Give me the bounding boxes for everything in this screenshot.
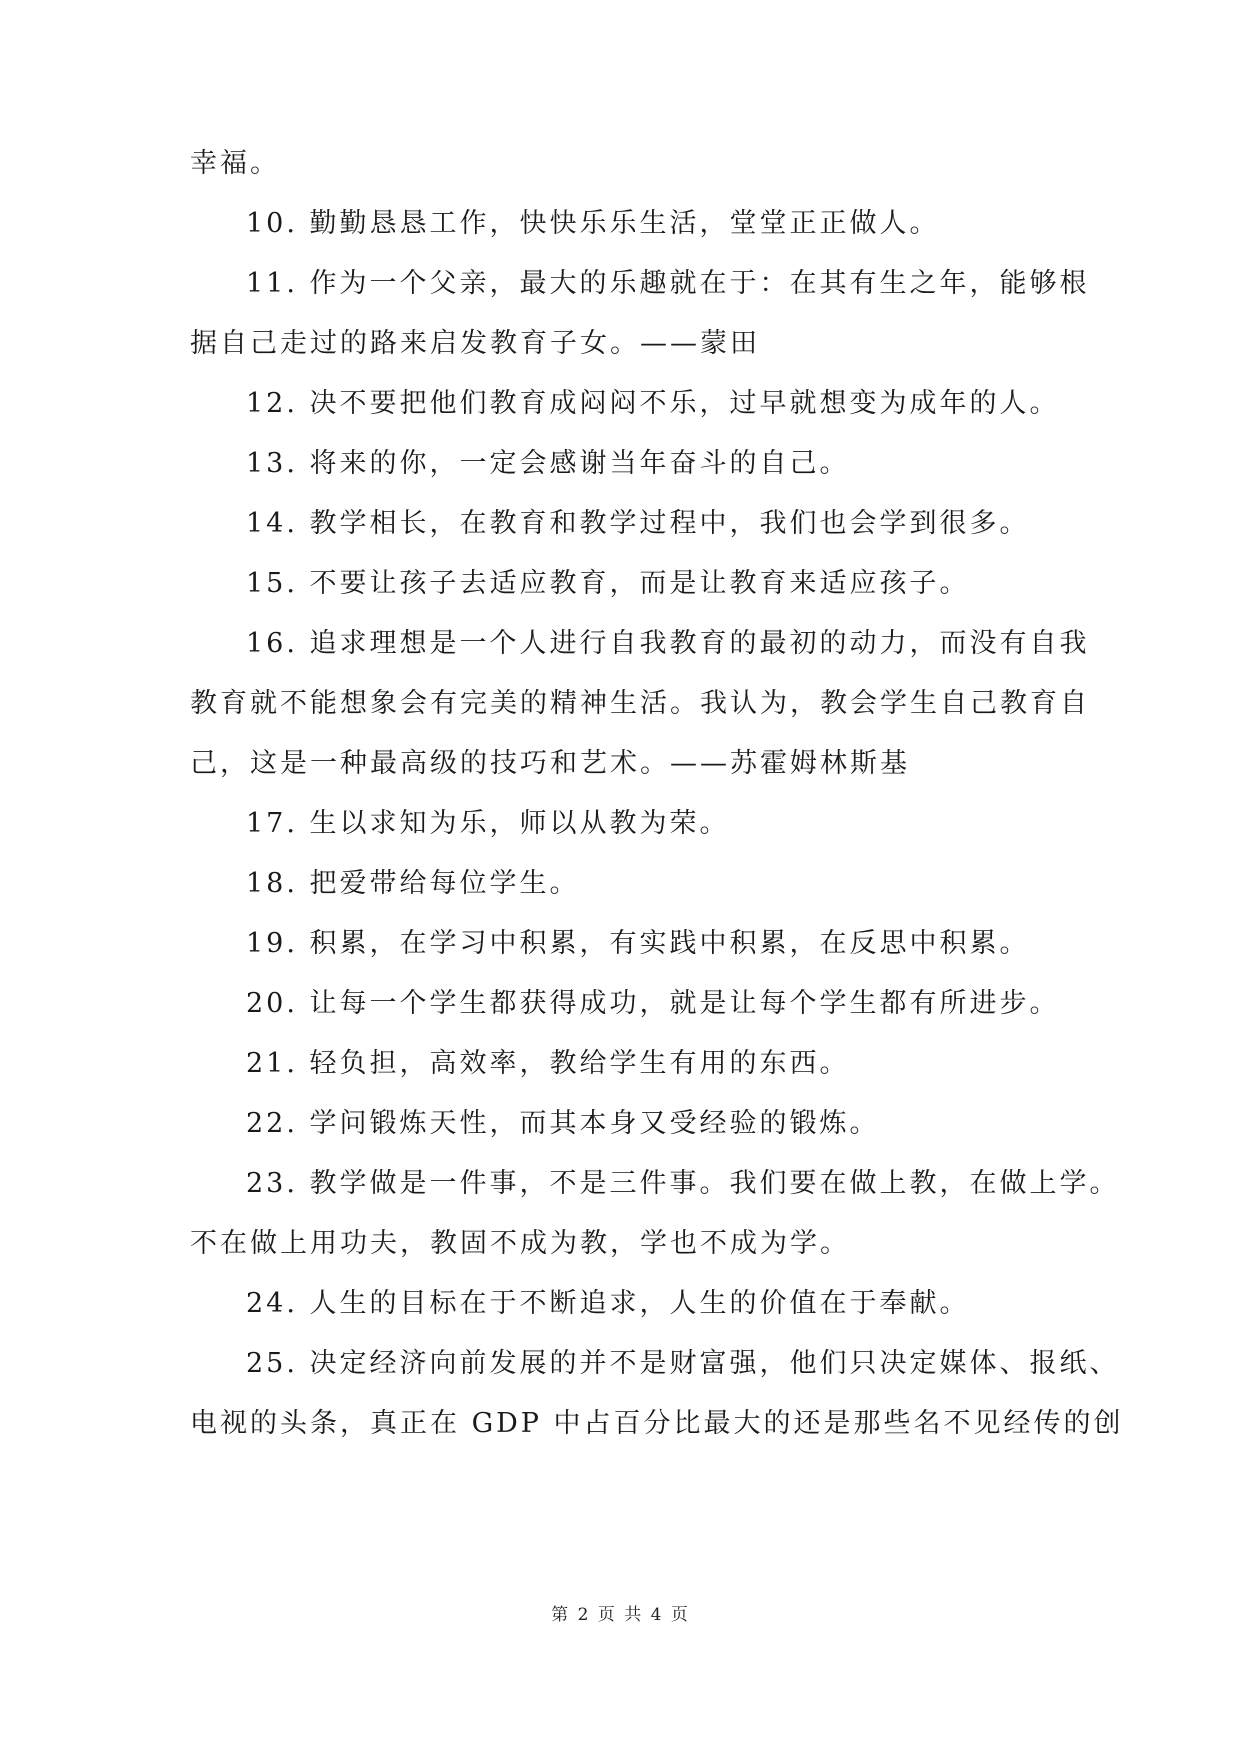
text-line: 教育就不能想象会有完美的精神生活。我认为，教会学生自己教育自 — [190, 688, 1090, 719]
text-line: 据自己走过的路来启发教育子女。——蒙田 — [190, 328, 760, 359]
text-line: 19. 积累，在学习中积累，有实践中积累，在反思中积累。 — [246, 928, 1030, 959]
text-line: 14. 教学相长，在教育和教学过程中，我们也会学到很多。 — [246, 508, 1030, 539]
text-line: 16. 追求理想是一个人进行自我教育的最初的动力，而没有自我 — [246, 628, 1090, 659]
text-line: 10. 勤勤恳恳工作，快快乐乐生活，堂堂正正做人。 — [246, 208, 940, 239]
text-line: 17. 生以求知为乐，师以从教为荣。 — [246, 808, 730, 839]
text-line: 己，这是一种最高级的技巧和艺术。——苏霍姆林斯基 — [190, 748, 910, 779]
text-line: 11. 作为一个父亲，最大的乐趣就在于：在其有生之年，能够根 — [246, 268, 1090, 299]
page-number-footer: 第 2 页 共 4 页 — [551, 1605, 690, 1625]
text-line: 12. 决不要把他们教育成闷闷不乐，过早就想变为成年的人。 — [246, 388, 1060, 419]
text-line: 23. 教学做是一件事，不是三件事。我们要在做上教，在做上学。 — [246, 1168, 1120, 1199]
text-line: 22. 学问锻炼天性，而其本身又受经验的锻炼。 — [246, 1108, 880, 1139]
text-line: 25. 决定经济向前发展的并不是财富强，他们只决定媒体、报纸、 — [246, 1348, 1120, 1379]
text-line: 21. 轻负担，高效率，教给学生有用的东西。 — [246, 1048, 850, 1079]
text-line: 13. 将来的你，一定会感谢当年奋斗的自己。 — [246, 448, 850, 479]
text-line: 幸福。 — [190, 148, 280, 179]
text-line: 18. 把爱带给每位学生。 — [246, 868, 580, 899]
text-line: 24. 人生的目标在于不断追求，人生的价值在于奉献。 — [246, 1288, 970, 1319]
text-line: 20. 让每一个学生都获得成功，就是让每个学生都有所进步。 — [246, 988, 1060, 1019]
text-line: 不在做上用功夫，教固不成为教，学也不成为学。 — [190, 1228, 850, 1259]
text-line: 15. 不要让孩子去适应教育，而是让教育来适应孩子。 — [246, 568, 970, 599]
text-line: 电视的头条，真正在 GDP 中占百分比最大的还是那些名不见经传的创 — [190, 1408, 1124, 1439]
